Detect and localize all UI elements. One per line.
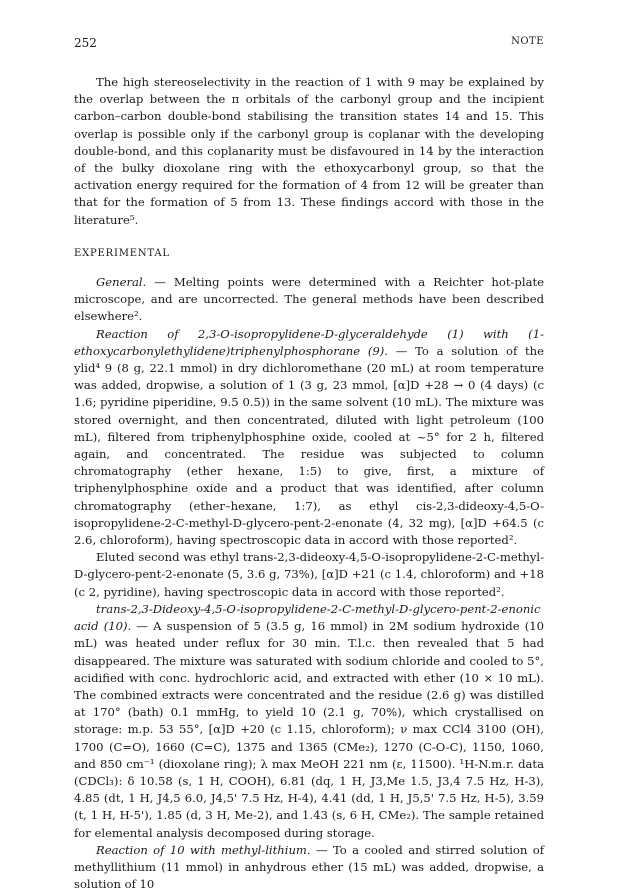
reaction-1-paragraph bbox=[74, 326, 544, 550]
intro-paragraph: The high stereoselectivity in the reaction of 1 with 9 may be explained by the overlap between the π orbitals of the carbonyl group and the incipient carbon–carbon double-bond stabilising the transition states 14 and 15. This overlap is possible only if the carbonyl group is coplanar with the developing double-bond, and this coplanarity must be disfavoured in 14 by the interaction of the bulky dioxolane ring with the ethoxycarbonyl group, so that the activation energy required for the formation of 4 from 12 will be greater than that for the formation of 5 from 13. These findings accord with those in the literature⁵. bbox=[74, 75, 544, 227]
general-label: General. — bbox=[96, 275, 166, 290]
reaction-2-title: Reaction of 10 with methyl-lithium. — bbox=[96, 842, 328, 857]
eluted-paragraph: Eluted second was ethyl trans-2,3-dideoxy-4,5-O-isopropylidene-2-C-methyl-D-glycero-pent-2-enonate (5, 3.6 g, 73%), [α]D +21 (c 1.4, chloroform) and +18 (c 2, pyridine), having spectroscopic data in accord with those reported². bbox=[74, 550, 544, 599]
reaction-2-paragraph bbox=[74, 842, 544, 893]
general-text: Melting points were determined with a Reichter hot-plate microscope, and are uncorrected. The general methods have been described elsewhere². bbox=[74, 275, 544, 324]
body-text bbox=[74, 74, 544, 893]
running-title: NOTE bbox=[511, 36, 544, 47]
acid-text: A suspension of 5 (3.5 g, 16 mmol) in 2M sodium hydroxide (10 mL) was heated under reflux for 30 min. T.l.c. then revealed that 5 had disappeared. The mixture was saturated with sodium chloride and cooled to 5°, acidified with conc. hydrochloric acid, and extracted with ether (10 × 10 mL). The combined extracts were concentrated and the residue (2.6 g) was distilled at 170° (bath) 0.1 mmHg, to yield 10 (2.1 g, 70%), which crystallised on storage: m.p. 53 55°, [α]D +20 (c 1.15, chloroform); ν max CCl4 3100 (OH), 1700 (C=O), 1660 (C=C), 1375 and 1365 (CMe₂), 1270 (C-O-C), 1150, 1060, and 850 cm⁻¹ (dioxolane ring); λ max MeOH 221 nm (ε, 11500). ¹H-N.m.r. data (CDCl₃): δ 10.58 (s, 1 H, COOH), 6.81 (dq, 1 H, J3,Me 1.5, J3,4 7.5 Hz, H-3), 4.85 (dt, 1 H, J4,5 6.0, J4,5' 7.5 Hz, H-4), 4.41 (dd, 1 H, J5,5' 7.5 Hz, H-5), 3.59 (t, 1 H, H-5'), 1.85 (d, 3 H, Me-2), and 1.43 (s, 6 H, CMe₂). The sample retained for elemental analysis decomposed during storage. bbox=[74, 619, 545, 840]
reaction-1-title: Reaction of 2,3-O-isopropylidene-D-glyceraldehyde (1) with (1-ethoxycarbonylethylidene)triphenylphosphorane (9). — bbox=[74, 326, 544, 358]
page-number: 252 bbox=[74, 36, 97, 50]
acid-paragraph bbox=[74, 601, 544, 842]
experimental-heading: EXPERIMENTAL bbox=[74, 247, 170, 259]
reaction-2-text: To a cooled and stirred solution of methyllithium (11 mmol) in anhydrous ether (15 mL) was added, dropwise, a solution of 10 bbox=[74, 842, 544, 892]
acid-title: trans-2,3-Dideoxy-4,5-O-isopropylidene-2-C-methyl-D-glycero-pent-2-enonic acid (10). — bbox=[74, 601, 541, 634]
running-head bbox=[74, 36, 544, 52]
general-paragraph bbox=[74, 274, 544, 326]
reaction-1-text: To a solution of the ylid⁴ 9 (8 g, 22.1 mmol) in dry dichloromethane (20 mL) at room temperature was added, dropwise, a solution of 1 (3 g, 23 mmol, [α]D +28 → 0 (4 days) (c 1.6; pyridine piperidine, 9.5 0.5)) in the same solvent (10 mL). The mixture was stored overnight, and then concentrated, diluted with light petroleum (100 mL), filtered from triphenylphosphine oxide, cooled at ~5° for 2 h, filtered again, and concentrated. The residue was subjected to column chromatography (ether hexane, 1:5) to give, first, a mixture of triphenylphosphine oxide and a product that was identified, after column chromatography (ether–hexane, 1:7), as ethyl cis-2,3-dideoxy-4,5-O-isopropylidene-2-C-methyl-D-glycero-pent-2-enonate (4, 32 mg), [α]D +64.5 (c 2.6, chloroform), having spectroscopic data in accord with those reported². bbox=[74, 343, 544, 548]
